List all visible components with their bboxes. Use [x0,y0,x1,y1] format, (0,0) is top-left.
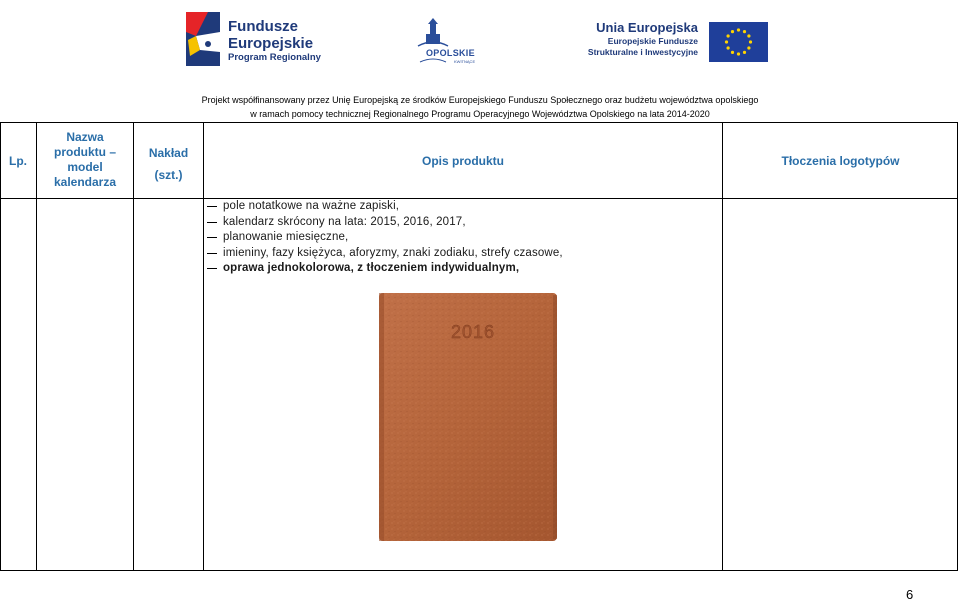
col-divider-3 [203,122,204,571]
list-item [207,246,563,262]
list-item-text: kalendarz skrócony na lata: 2015, 2016, 2017, [223,215,466,228]
fe-title-line1: Fundusze [228,18,298,35]
header-naklad [134,142,203,186]
header-tloczenia: Tłoczenia logotypów [781,154,900,168]
list-item [207,199,563,215]
ue-line3: Strukturalne i Inwestycyjne [587,47,698,57]
header-naklad-line2: (szt.) [154,168,183,182]
header-naklad-line1: Nakład [148,146,189,160]
col-divider-2 [133,122,134,571]
fe-flag-icon [186,12,220,66]
fe-title-line2: Europejskie [228,35,314,52]
header-lp: Lp. [9,154,27,168]
logo-unia-europejska [582,20,772,70]
header-name-line4: kalendarza [53,175,117,189]
header-opis: Opis produktu [422,154,504,168]
list-item-text: planowanie miesięczne, [223,231,349,243]
planner-year: 2016 [450,322,496,342]
ue-line2: Europejskie Fundusze [607,36,698,46]
header-name [37,130,133,190]
list-item-text: pole notatkowe na ważne zapiski, [223,200,400,212]
col-divider-4 [722,122,723,571]
header-name-line3: model [67,160,103,174]
list-item [207,230,563,246]
list-item [207,215,563,231]
list-item-text: imieniny, fazy księżyca, aforyzmy, znaki zodiaku, strefy czasowe, [223,246,563,259]
logo-opolskie [416,18,490,66]
project-note-line2: w ramach pomocy technicznej Regionalnego Programu Operacyjnego Województwa Opolskiego na lata 2014-2020 [250,109,710,119]
header-name-line2: produktu – [54,145,116,159]
header-name-line1: Nazwa [66,130,104,144]
eu-flag-icon [709,22,768,62]
castle-tower-icon [416,18,490,66]
opolskie-sub: KWITNĄCE [454,59,476,64]
planner-image [379,293,557,541]
description-list [207,199,563,277]
list-item-text: oprawa jednokolorowa, z tłoczeniem indywidualnym, [223,262,520,274]
fe-title-line3: Program Regionalny [228,52,321,63]
logo-fundusze-europejskie [186,12,346,68]
project-note-line1: Projekt współfinansowany przez Unię Europejską ze środków Europejskiego Funduszu Społecznego oraz budżetu województwa opolskiego [201,95,759,105]
opolskie-text: OPOLSKIE [426,48,475,58]
list-item [207,261,563,277]
ue-title: Unia Europejska [596,20,698,35]
page-number: 6 [906,587,914,602]
